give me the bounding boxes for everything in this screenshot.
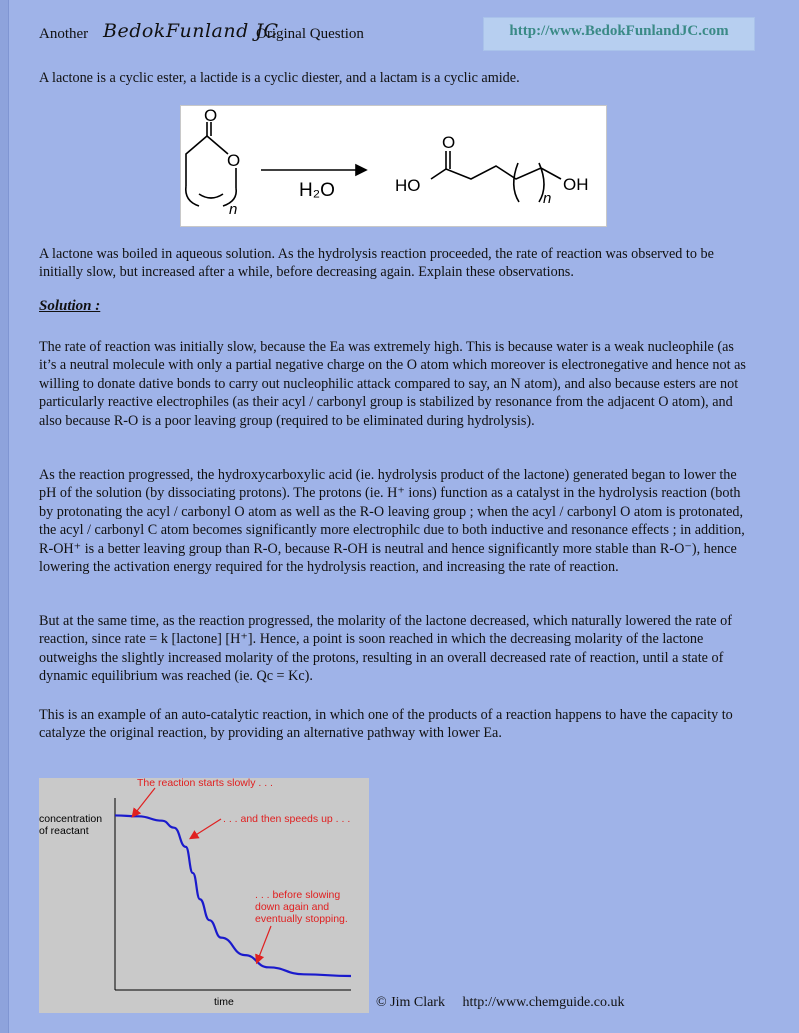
lactone-ring-co <box>207 136 228 154</box>
header <box>39 20 759 60</box>
solution-heading: Solution : <box>39 298 101 314</box>
credit-line <box>376 995 624 1011</box>
lactone-n-label: n <box>229 201 238 218</box>
lactone-bracket-left <box>186 186 199 206</box>
product-n-label: n <box>543 190 552 207</box>
reagent-label: H₂O <box>299 180 335 201</box>
y-axis-label-line1: concentration <box>39 813 103 825</box>
paragraph-1: The rate of reaction was initially slow, because the Ea was extremely high. This is because water is a weak nucleophile (as it’s a neutral molecule with only a partial negative charge on the O atom which moreover is electronegative and hence not as willing to donate dative bonds to carry out nucleophilic attack compared to say, an N atom), and also because esters are not particularly reactive electrophiles (as their acyl / carbonyl group is stabilized by resonance from the adjacent O atom), and also because R-O is a poor leaving group (required to be eliminated during hydrolysis). <box>39 339 746 429</box>
concentration-time-chart <box>39 778 369 1013</box>
header-suffix: Original Question <box>256 26 364 42</box>
annotation-slowing-line1: . . . before slowing <box>255 889 341 901</box>
lactone-carbonyl-o: O <box>204 106 218 125</box>
product-bracket-left <box>514 163 519 202</box>
paragraph-3: But at the same time, as the reaction progressed, the molarity of the lactone decreased, which naturally lowered the rate of reaction, since rate = k [lactone] [H⁺]. Hence, a point is soon reached in which the decreasing molarity of the lactone outweighs the slightly increased molarity of the protons, resulting in an overall decreased rate of reaction, until a state of dynamic equilibrium was reached (ie. Qc = Kc). <box>39 613 732 685</box>
paragraph-4: This is an example of an auto-catalytic reaction, in which one of the products of a reaction happens to have the capacity to catalyze the original reaction, by providing an alternative pathway with lower Ea. <box>39 707 733 742</box>
reaction-scheme <box>180 105 607 227</box>
credit-copyright: © Jim Clark <box>376 995 445 1010</box>
lactone-ring-left <box>186 136 207 186</box>
credit-url[interactable]: http://www.chemguide.co.uk <box>462 995 625 1010</box>
product-carbonyl-o: O <box>442 133 456 152</box>
y-axis-label-line2: of reactant <box>39 825 89 837</box>
annotation-starts-slowly: The reaction starts slowly . . . <box>137 778 273 789</box>
annotation-arrow-1 <box>133 788 155 816</box>
annotation-arrow-3 <box>257 926 271 962</box>
brand-logo-text: BedokFunland JC <box>103 20 279 42</box>
chart-svg <box>39 778 369 1013</box>
annotation-speeds-up: . . . and then speeds up . . . <box>223 813 351 825</box>
product-ho: HO <box>395 176 421 195</box>
header-prefix: Another <box>39 26 89 42</box>
question-text: A lactone was boiled in aqueous solution. As the hydrolysis reaction proceeded, the rate of reaction was observed to be initially slow, but increased after a while, before decreasing again. Explain these observations. <box>39 246 714 281</box>
reaction-scheme-svg <box>181 106 606 226</box>
site-url-link[interactable]: http://www.BedokFunlandJC.com <box>483 17 755 51</box>
annotation-slowing-line2: down again and <box>255 901 330 913</box>
annotation-slowing-line3: eventually stopping. <box>255 913 348 925</box>
intro-text: A lactone is a cyclic ester, a lactide is a cyclic diester, and a lactam is a cyclic amide. <box>39 70 520 86</box>
x-axis-label: time <box>214 996 234 1008</box>
product-oh: OH <box>563 175 589 194</box>
paragraph-2: As the reaction progressed, the hydroxycarboxylic acid (ie. hydrolysis product of the lactone) generated began to lower the pH of the solution (by dissociating protons). The protons (ie. H⁺ ions) function as a catalyst in the hydrolysis reaction (both by protonating the acyl / carbonyl O atom as well as the R-O leaving group ; when the acyl / carbonyl O atom is protonated, the acyl / carbonyl C atom becomes significantly more electrophilc due to both inductive and resonance effects ; in addition, R-OH⁺ is a better leaving group than R-O, because R-OH is neutral and hence significantly more stable than R-O⁻), hence lowering the activation energy required for the hydrolysis reaction, and increasing the rate of reaction. <box>39 467 745 576</box>
lactone-ring-o: O <box>227 151 241 170</box>
left-border <box>0 0 9 1033</box>
annotation-arrow-2 <box>191 819 221 838</box>
